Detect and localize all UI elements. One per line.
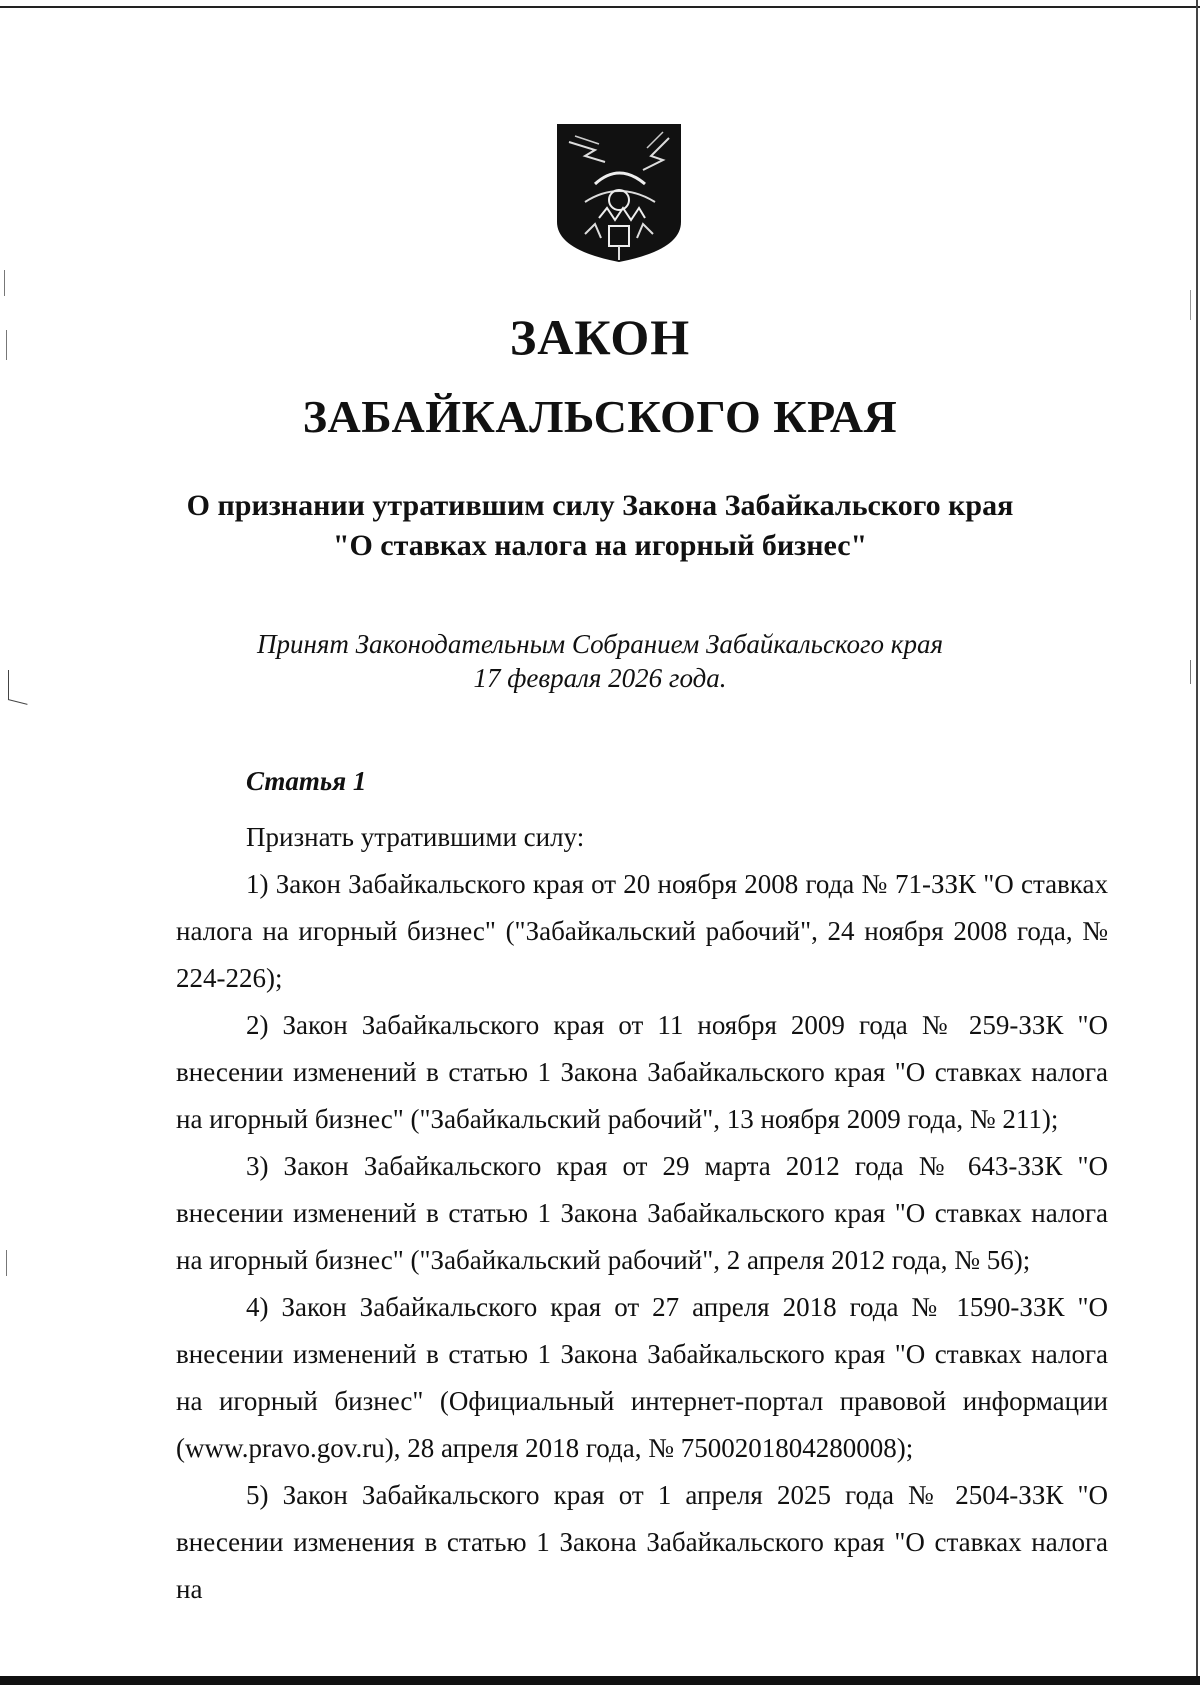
subtitle-line: "О ставках налога на игорный бизнес" [332, 529, 868, 562]
article-item: 1) Закон Забайкальского края от 20 ноября 2008 года № 71-ЗЗК "О ставках налога на игорный бизнес" ("Забайкальский рабочий", 24 ноября 2008 года, № 224-226); [176, 869, 1108, 993]
article-intro: Признать утратившими силу: [246, 822, 585, 852]
coat-of-arms-emblem [555, 122, 683, 264]
scan-artifact [8, 699, 28, 705]
scan-bottom-edge [0, 1676, 1200, 1685]
adoption-note [0, 627, 1200, 695]
article-item: 2) Закон Забайкальского края от 11 ноября 2009 года № 259-ЗЗК "О внесении изменений в статью 1 Закона Забайкальского края "О ставках налога на игорный бизнес" ("Забайкальский рабочий", 13 ноября 2009 года, № 211); [176, 1010, 1108, 1134]
article-item: 4) Закон Забайкальского края от 27 апреля 2018 года № 1590-ЗЗК "О внесении изменений в статью 1 Закона Забайкальского края "О ставках налога на игорный бизнес" (Официальный интернет-портал правовой информации (www.pravo.gov.ru), 28 апреля 2018 года, № 7500201804280008); [176, 1292, 1108, 1463]
article-body [176, 814, 1108, 1613]
document-subtitle [0, 486, 1200, 566]
scan-artifact [4, 270, 5, 296]
adoption-date: 17 февраля 2026 года. [473, 663, 727, 693]
document-title-region: ЗАБАЙКАЛЬСКОГО КРАЯ [302, 391, 898, 442]
article-heading: Статья 1 [246, 766, 367, 796]
scan-right-edge [1196, 0, 1198, 1685]
document-title: ЗАКОН [509, 309, 691, 365]
scan-top-edge [0, 6, 1200, 8]
article-item: 5) Закон Забайкальского края от 1 апреля 2025 года № 2504-ЗЗК "О внесении изменения в статью 1 Закона Забайкальского края "О ставках налога на [176, 1480, 1108, 1604]
subtitle-line: О признании утратившим силу Закона Забайкальского края [186, 489, 1014, 522]
adoption-line: Принят Законодательным Собранием Забайкальского края [256, 629, 943, 659]
scan-artifact [6, 1250, 7, 1276]
article-item: 3) Закон Забайкальского края от 29 марта 2012 года № 643-ЗЗК "О внесении изменений в статью 1 Закона Забайкальского края "О ставках налога на игорный бизнес" ("Забайкальский рабочий", 2 апреля 2012 года, № 56); [176, 1151, 1108, 1275]
